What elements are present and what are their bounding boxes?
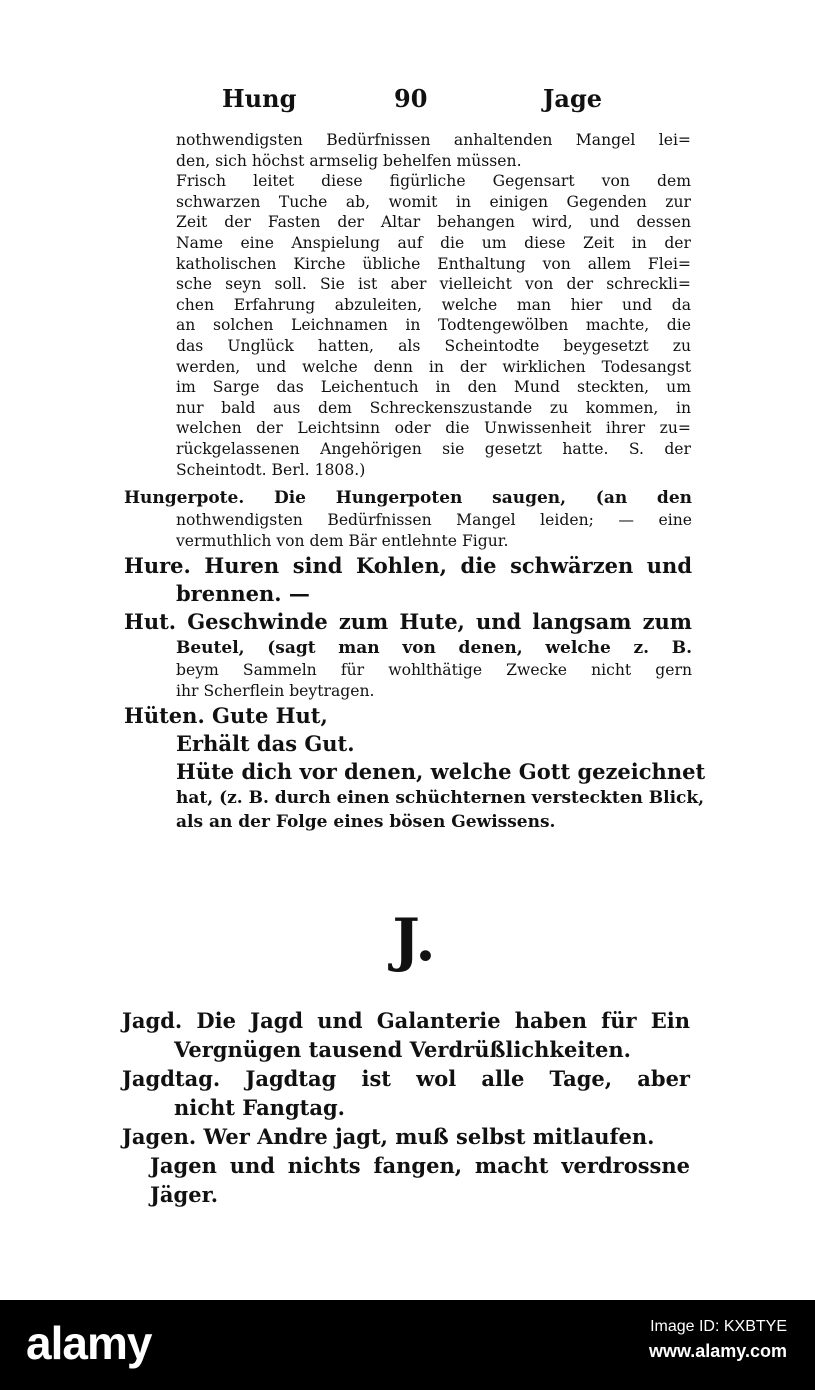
text-line: Scheintodt. Berl. 1808.) (176, 460, 366, 479)
text-line: beym Sammeln für wohlthätige Zwecke nicht gern (176, 661, 692, 679)
text-line: Vergnügen tausend Verdrüßlichkeiten. (174, 1037, 631, 1062)
header-right-catchword: Jage (543, 84, 602, 113)
text-line: sche seyn soll. Sie ist aber vielleicht von der schreckli= (176, 275, 691, 294)
text-line: an solchen Leichnamen in Todtengewölben machte, die (176, 316, 691, 335)
text-line: nicht Fangtag. (174, 1095, 345, 1120)
entry-headline: Jagen. Wer Andre jagt, muß selbst mitlaufen. (122, 1124, 655, 1149)
entry-headline: Jagd. Die Jagd und Galanterie haben für Ein (122, 1008, 690, 1033)
entry-headline: Jagdtag. Jagdtag ist wol alle Tage, aber (122, 1066, 690, 1091)
entry-headline: Hungerpote. Die Hungerpoten saugen, (an den (124, 488, 692, 508)
text-line: rückgelassenen Angehörigen sie gesetzt hatte. S. der (176, 439, 691, 458)
entry-hueten (124, 702, 706, 834)
text-line: im Sarge das Leichentuch in den Mund steckten, um (176, 378, 691, 397)
entry-hungerpote (124, 486, 692, 552)
entry-jagen (122, 1122, 690, 1209)
entry-hut (124, 608, 692, 702)
alamy-logo: alamy (26, 1317, 152, 1369)
image-id: Image ID: KXBTYE (650, 1318, 787, 1335)
text-line: brennen. — (176, 581, 310, 606)
entries-j (122, 1006, 690, 1209)
text-line: Jagen und nichts fangen, macht verdrossne (150, 1153, 690, 1178)
entry-headline: Hüten. Gute Hut, (124, 703, 328, 728)
entry-jagdtag (122, 1064, 690, 1122)
text-line: vermuthlich von dem Bär entlehnte Figur. (176, 532, 509, 550)
text-line: Hüte dich vor denen, welche Gott gezeichnet (176, 759, 706, 784)
entry-jagd (122, 1006, 690, 1064)
watermark-banner (0, 1300, 815, 1390)
text-line: den, sich höchst armselig behelfen müssen. (176, 151, 522, 170)
text-line: ihr Scherflein beytragen. (176, 682, 375, 700)
text-line: Name eine Anspielung auf die um diese Zeit in der (176, 233, 691, 252)
entry-headline: Hure. Huren sind Kohlen, die schwärzen und (124, 553, 692, 578)
text-line: Erhält das Gut. (176, 731, 355, 756)
text-line: nur bald aus dem Schreckenszustande zu kommen, in (176, 398, 691, 417)
text-line: werden, und welche denn in der wirklichen Todesangst (176, 357, 691, 376)
text-line: katholischen Kirche übliche Enthaltung von allem Flei= (176, 254, 691, 273)
text-line: Frisch leitet diese figürliche Gegensart von dem (176, 172, 691, 191)
stock-url: www.alamy.com (648, 1341, 787, 1361)
running-header (222, 84, 602, 118)
section-letter: J. (392, 906, 436, 974)
text-line: Beutel, (sagt man von denen, welche z. B. (176, 638, 692, 658)
entry-hure (124, 552, 692, 608)
text-line: Zeit der Fasten der Altar behangen wird, und dessen (176, 213, 691, 232)
entries-h (124, 486, 706, 834)
page-number: 90 (394, 84, 428, 113)
header-left-catchword: Hung (222, 84, 297, 113)
text-line: schwarzen Tuche ab, womit in einigen Gegenden zur (176, 192, 691, 211)
text-line: das Unglück hatten, als Scheintodte beygesetzt zu (176, 336, 691, 355)
text-line: nothwendigsten Bedürfnissen Mangel leiden; — eine (176, 511, 692, 529)
text-line: chen Erfahrung abzuleiten, welche man hier und da (176, 295, 691, 314)
text-line: hat, (z. B. durch einen schüchternen versteckten Blick, (176, 788, 705, 808)
text-line: als an der Folge eines bösen Gewissens. (176, 812, 556, 832)
stock-info (649, 1316, 787, 1364)
hunger-continuation-text (176, 130, 691, 480)
text-line: welchen der Leichtsinn oder die Unwissenheit ihrer zu= (176, 419, 691, 438)
text-line: nothwendigsten Bedürfnissen anhaltenden Mangel lei= (176, 131, 691, 149)
text-line: Jäger. (150, 1182, 219, 1207)
entry-headline: Hut. Geschwinde zum Hute, und langsam zum (124, 609, 692, 634)
